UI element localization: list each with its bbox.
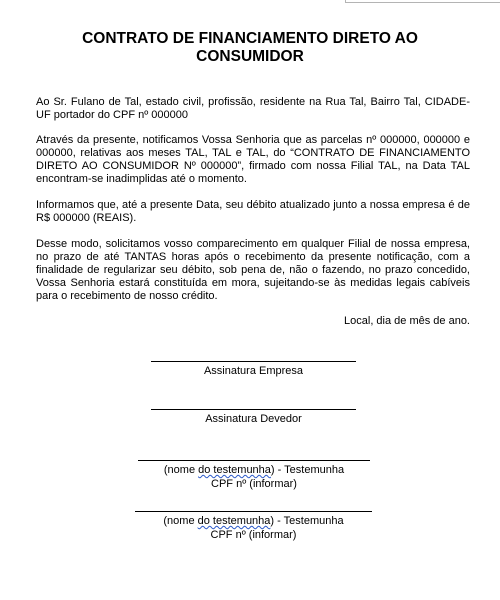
document-title: CONTRATO DE FINANCIAMENTO DIRETO AO CONSUMIDOR [82,30,418,65]
paragraph-request: Desse modo, solicitamos vosso comparecimento em qualquer Filial de nossa empresa, no prazo de até TANTAS horas após o recebimento da presente notificação, com a finalidade de regularizar seu débito, sob pena de, não o fazendo, no prazo concedido, Vossa Senhoria estará constituída em mora, sujeitando-se às medidas legais cabíveis para o recebimento de nosso crédito. [36,238,470,302]
paragraph-addressee: Ao Sr. Fulano de Tal, estado civil, profissão, residente na Rua Tal, Bairro Tal, CIDADE-UF portador do CPF nº 000000 [36,96,470,121]
signature-debtor [151,409,356,426]
witness-2-name: (nome do testemunha) - Testemunha [163,515,344,527]
signature-line [138,460,370,461]
signature-line [151,361,356,362]
signature-line [151,409,356,410]
paragraph-debt: Informamos que, até a presente Data, seu débito atualizado junto a nossa empresa é de R$ 000000 (REAIS). [36,199,470,224]
signature-company [151,361,356,378]
paragraph-notification: Através da presente, notificamos Vossa Senhoria que as parcelas nº 000000, 000000 e 000000, relativas aos meses TAL, TAL e TAL, do “CONTRATO DE FINANCIAMENTO DIRETO AO CONSUMIDOR Nº 000000”, firmado com nossa Filial TAL, na Data TAL encontram-se inadimplidas até o momento. [36,134,470,185]
signature-line [135,511,372,512]
window-frame-edge [345,0,500,3]
witness-2-cpf: CPF nº (informar) [210,529,297,541]
signature-witness-2 [135,511,372,542]
signature-debtor-label: Assinatura Devedor [205,413,302,425]
witness-1-cpf: CPF nº (informar) [211,478,297,490]
place-date: Local, dia de mês de ano. [344,315,470,327]
signature-witness-1 [138,460,370,491]
signature-company-label: Assinatura Empresa [203,365,304,377]
witness-1-name: (nome do testemunha) - Testemunha [163,464,345,476]
